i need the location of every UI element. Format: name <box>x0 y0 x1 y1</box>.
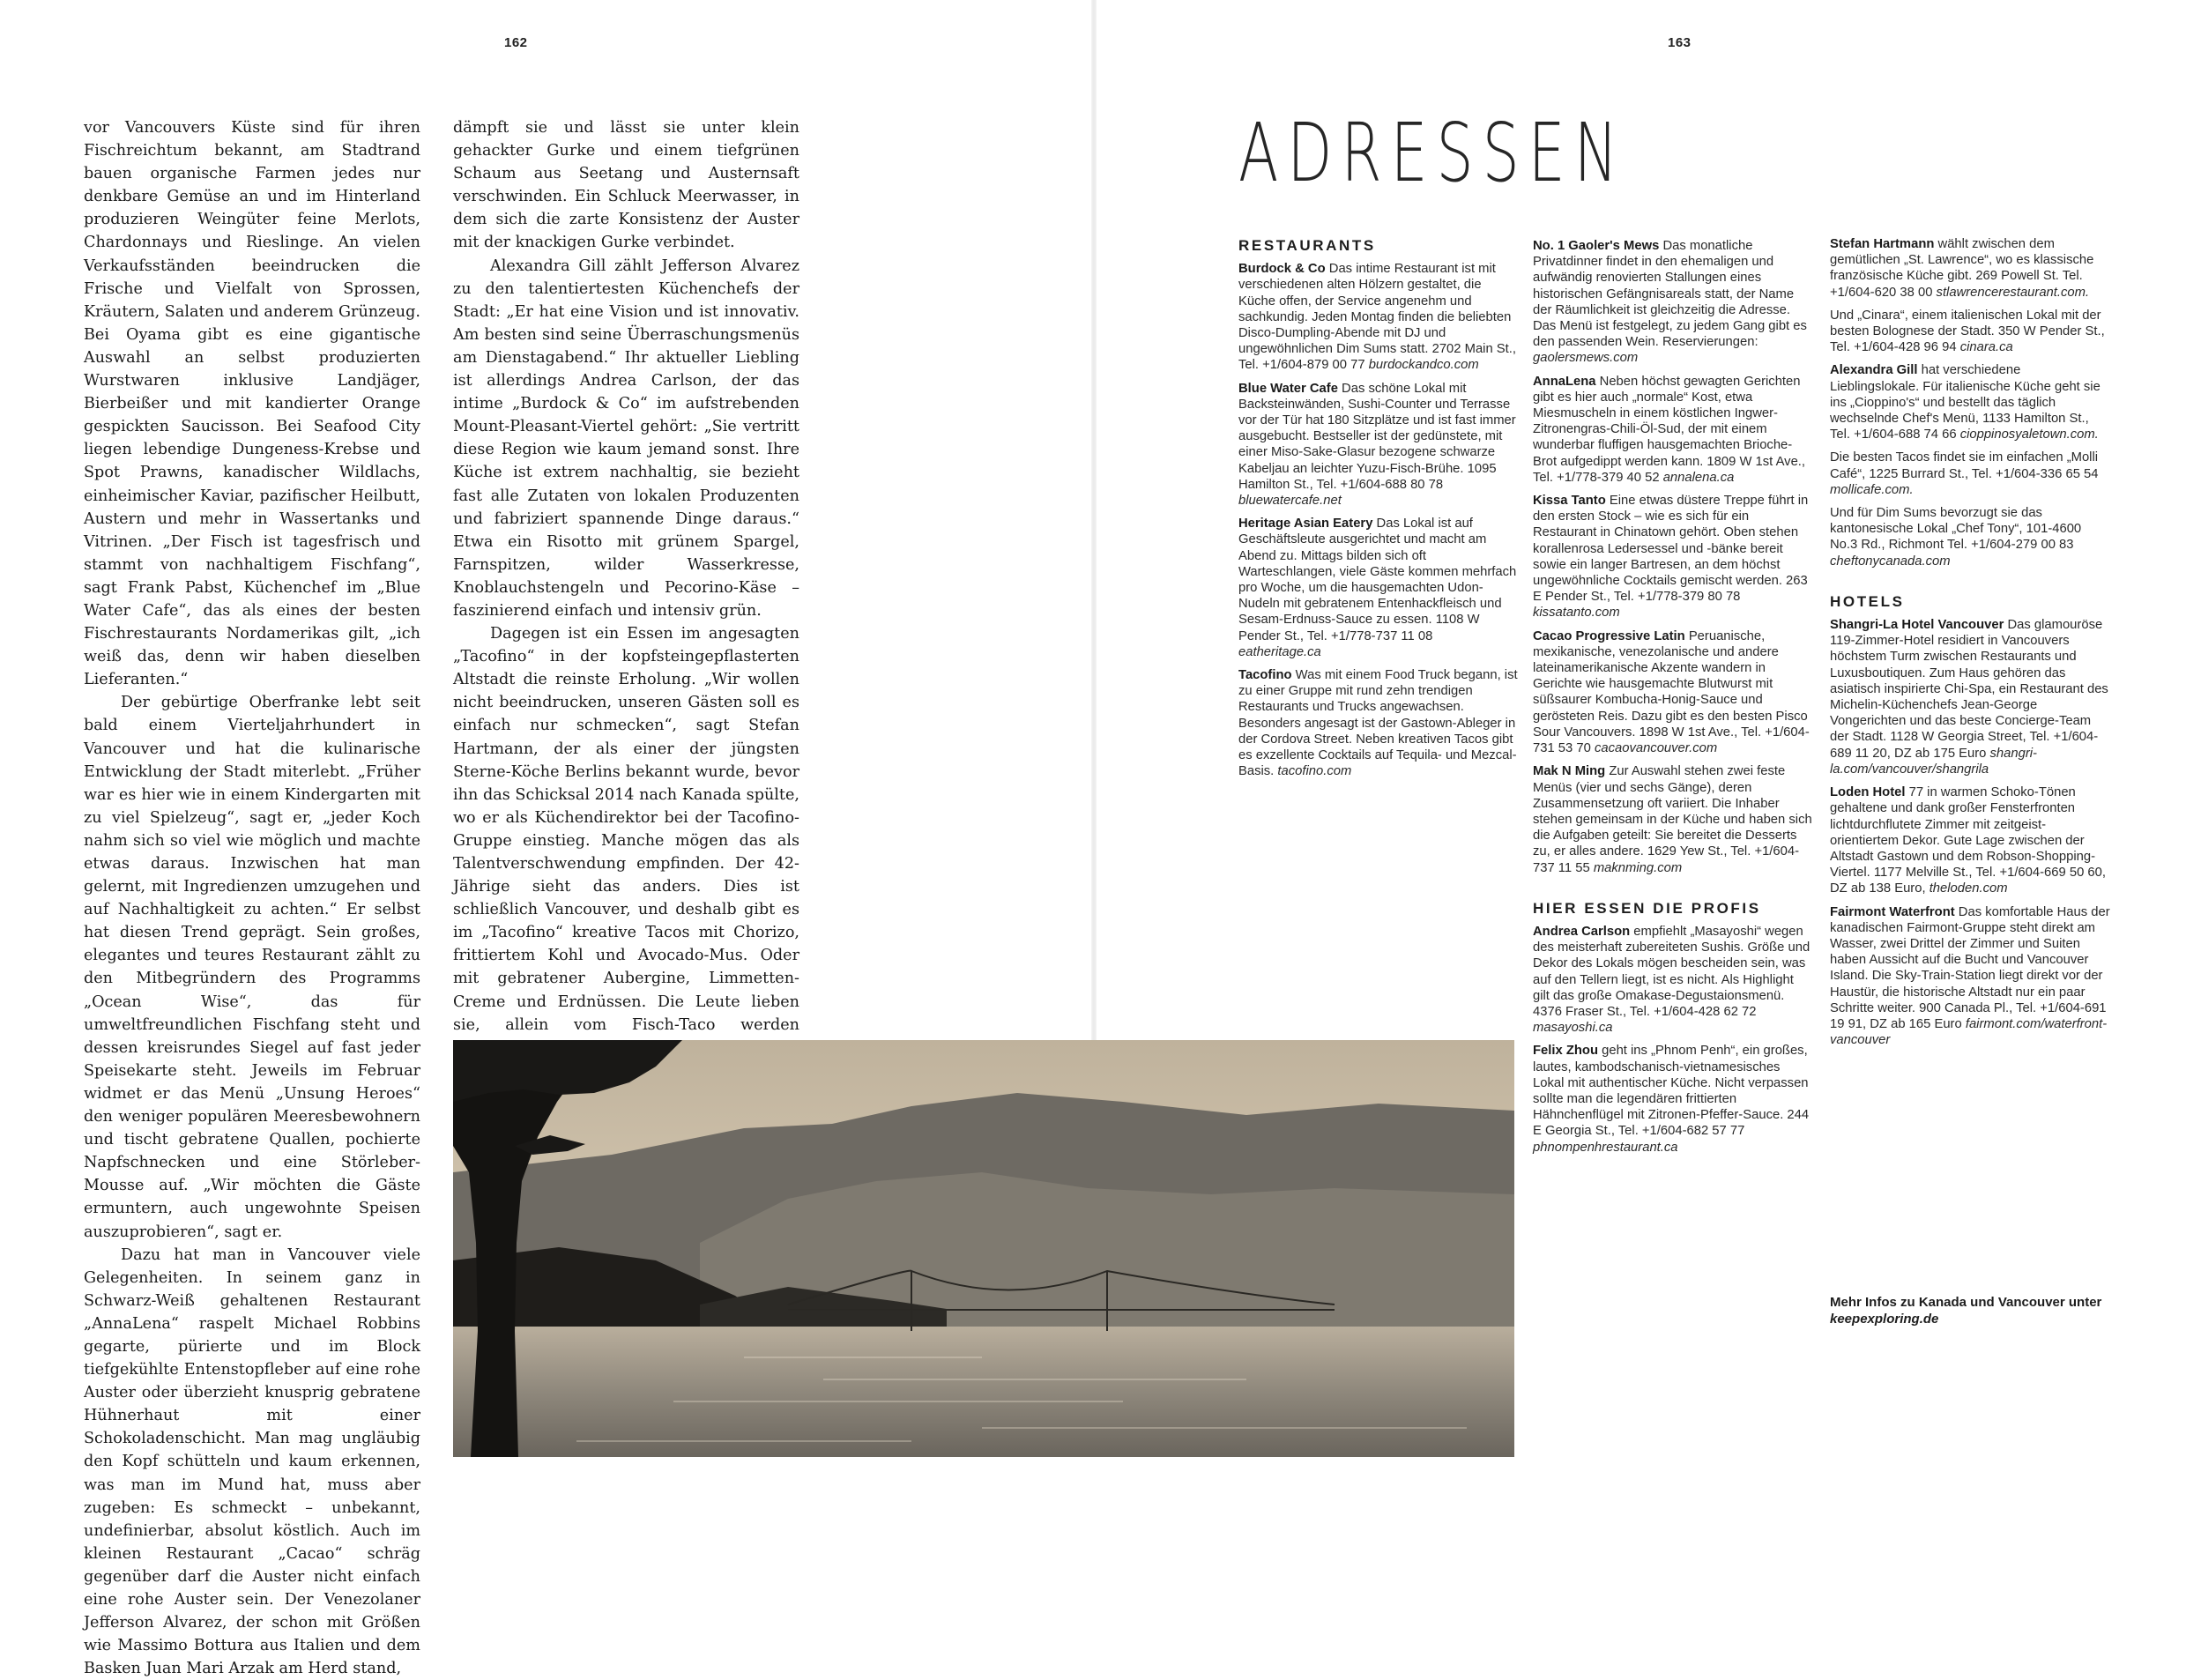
entry-url: cinara.ca <box>1959 340 2013 355</box>
address-entry <box>1238 516 1519 660</box>
entry-name: Stefan Hartmann <box>1830 237 1935 251</box>
entry-url: tacofino.com <box>1277 764 1352 779</box>
entry-name: Felix Zhou <box>1533 1044 1598 1059</box>
harbour-photo <box>453 1040 1514 1457</box>
entry-url: fairmont.com/waterfront-vancouver <box>1830 1016 2108 1048</box>
entry-url: phnompenhrestaurant.ca <box>1533 1140 1678 1155</box>
addresses-column-1 <box>1238 238 1519 787</box>
article-paragraph: dämpft sie und lässt sie unter klein gehackter Gurke und einem tiefgrünen Schaum aus Seetang und Austernsaft verschwinden. Ein Schluck Meerwasser, in dem sich die zarte Konsistenz der Auster mit der knackigen Gurke verbindet. <box>453 119 799 252</box>
article-paragraph: vor Vancouvers Küste sind für ihren Fischreichtum bekannt, am Stadtrand bauen organische Farmen jedes nur denkbare Gemüse an und im Hinterland produzieren Weingüter feine Merlots, Chardonnays und Rieslinge. An vielen Verkaufsständen beeindrucken die Frische und Vielfalt von Sprossen, Kräutern, Salaten und anderem Grünzeug. Bei Oyama gibt es eine gigantische Auswahl an selbst produzierten Wurstwaren inklusive Landjäger, Bierbeißer und mit kandierter Orange gespickten Saucisson. Bei Seafood City liegen lebendige Dungeness-Krebse und Spot Prawns, kanadischer Wildlachs, einheimischer Kaviar, pazifischer Heilbutt, Austern und mehr in Wassertanks und Vitrinen. „Der Fisch ist tagesfrisch und stammt von nachhaltigem Fischfang“, sagt Frank Pabst, Küchenchef im „Blue Water Cafe“, das als eines der besten Fischrestaurants Nordamerikas gilt, „ich weiß das, denn wir haben dieselben Lieferanten.“ <box>84 119 420 689</box>
address-entry <box>1533 628 1813 757</box>
entry-text: geht ins „Phnom Penh“, ein großes, lautes, kambodschanisch-vietnamesisches Lokal mit authentischer Küche. Nicht verpassen sollte man die legendären frittierten Hähnchenflügel mit Zitronen-Pfeffer-Sauce. 244 E Georgia St., Tel. +1/604-682 57 77 <box>1533 1044 1810 1139</box>
entry-text: Und „Cinara“, einem italienischen Lokal mit der besten Bolognese der Stadt. 350 W Pender St., Tel. +1/604-428 96 94 <box>1830 308 2105 355</box>
spacer <box>1533 883 1813 901</box>
entry-text: Das glamouröse 119-Zimmer-Hotel residiert in Vancouvers höchstem Turm zwischen Restaurants und Luxusboutiquen. Zum Haus gehören das asiatisch inspirierte Chi-Spa, ein Restaurant des Michelin-Küchenchefs Jean-George Vongerichten und das beste Concierge-Team der Stadt. 1128 W Georgia Street, Tel. +1/604-689 11 20, DZ ab 175 Euro <box>1830 618 2108 761</box>
more-info-text: Mehr Infos zu Kanada und Vancouver unter <box>1830 1295 2102 1310</box>
entry-text: Zur Auswahl stehen zwei feste Menüs (vier und sechs Gänge), deren Zusammensetzung oft variiert. Die Inhaber stehen gemeinsam in der Küche und haben sich die Aufgaben geteilt: Sie bereitet die Desserts zu, er alles andere. 1629 Yew St., Tel. +1/604-737 11 55 <box>1533 764 1812 875</box>
entry-name: Shangri-La Hotel Vancouver <box>1830 618 2004 633</box>
entry-url: stlawrencerestaurant.com. <box>1936 285 2090 300</box>
entry-text: Eine etwas düstere Treppe führt in den ersten Stock – wie es sich für ein Restaurant in Chinatown gehört. Oben stehen korallenrosa Ledersessel und -bänke bereit sowie ein langer Bartresen, an dem höchst ungewöhnliche Cocktails gemischt werden. 263 E Pender St., Tel. +1/778-379 80 78 <box>1533 494 1809 605</box>
entry-text: hat verschiedene Lieblingslokale. Für italienische Küche geht sie ins „Cioppino's“ und bestellt das täglich wechselnde Chef's Menü, 1133 Hamilton St., Tel. +1/604-688 74 66 <box>1830 363 2100 442</box>
entry-name: Mak N Ming <box>1533 764 1606 779</box>
entry-name: Loden Hotel <box>1830 785 1906 800</box>
article-paragraph: Alexandra Gill zählt Jefferson Alvarez zu den talentiertesten Küchenchefs der Stadt: „Er hat eine Vision und ist innovativ. Am besten sind seine Überraschungsmenüs am Dienstagabend.“ Ihr aktueller Liebling ist allerdings Andrea Carlson, der das intime „Burdock & Co“ im aufstrebenden Mount-Pleasant-Viertel gehört: „Sie vertritt diese Region wie kaum jemand sonst. Ihre Küche ist extrem nachhaltig, sie bezieht fast alle Zutaten von lokalen Produzenten und fabriziert spannende Dinge daraus.“ Etwa ein Risotto mit grünem Spargel, Farnspitzen, wilder Wasserkresse, Knoblauchstengeln und Pecorino-Käse – faszinierend einfach und intensiv grün. <box>453 256 799 620</box>
entry-name: Cacao Progressive Latin <box>1533 628 1685 643</box>
address-entry <box>1533 1043 1813 1155</box>
more-info-url: keepexploring.de <box>1830 1312 1939 1327</box>
entry-url: burdockandco.com <box>1368 358 1479 373</box>
address-entry <box>1238 261 1519 373</box>
article-column-1 <box>84 116 420 1680</box>
lions-gate-bridge-photo <box>453 1040 1514 1457</box>
article-paragraph: Der gebürtige Oberfranke lebt seit bald einem Vierteljahrhundert in Vancouver und hat die kulinarische Entwicklung der Stadt miterlebt. „Früher war es hier wie in einem Kindergarten mit zu viel Spielzeug“, sagt er, „jeder Koch nahm sich so viel wie möglich und machte etwas daraus. Inzwischen hat man gelernt, mit Ingredienzen umzugehen und auf Nachhaltigkeit zu achten.“ Er selbst hat diesen Trend geprägt. Sein großes, elegantes und teures Restaurant zählt zu den Mitbegründern des Programms „Ocean Wise“, das für umweltfreundlichen Fischfang steht und dessen kreisrundes Siegel auf fast jeder Speisekarte steht. Jeweils im Februar widmet er das Menü „Unsung Heroes“ den weniger populären Meeresbewohnern und tischt gebratene Quallen, pochierte Napfschnecken und eine Störleber-Mousse auf. „Wir möchten die Gäste ermuntern, auch ungewohnte Speisen auszuprobieren“, sagt er. <box>84 694 420 1241</box>
entry-url: eatheritage.ca <box>1238 644 1321 659</box>
address-entry <box>1830 617 2112 777</box>
entry-name: Burdock & Co <box>1238 262 1326 277</box>
entry-text: wählt zwischen dem gemütlichen „St. Lawrence“, wo es klassische französische Küche gibt. 269 Powell St. Tel. +1/604-620 38 00 <box>1830 237 2094 300</box>
address-entry <box>1830 236 2112 301</box>
address-entry <box>1830 450 2112 498</box>
entry-url: theloden.com <box>1929 881 2008 896</box>
entry-url: kissatanto.com <box>1533 606 1620 621</box>
entry-name: Andrea Carlson <box>1533 924 1631 939</box>
entry-url: bluewatercafe.net <box>1238 494 1342 509</box>
spacer <box>1830 576 2112 594</box>
article-paragraph-text: Dagegen ist ein Essen im angesagten „Tacofino“ in der kopfsteingepflasterten Altstadt die reinste Erholung. „Wir wollen nicht beeindrucken, unseren Gästen soll es einfach nur schmecken“, sagt Stefan Hartmann, der als einer der jüngsten Sterne-Köche Berlins bekannt wurde, bevor ihn das Schicksal 2014 nach Kanada spülte, wo er als Küchendirektor bei der Tacofino-Gruppe einstieg. Manche mögen das als Talentverschwendung empfinden. Der 42-Jährige sieht das anders. Dies ist schließlich Vancouver, und deshalb gibt es im „Tacofino“ kreative Tacos mit Chorizo, frittiertem Kohl und Avocado-Mus. Oder mit gebratener Aubergine, Limmetten-Creme und Erdnüssen. Die Leute lieben sie, allein vom Fisch-Taco werden <box>453 625 799 1034</box>
entry-text: Das intime Restaurant ist mit verschiedenen alten Hölzern gestaltet, die Küche offen, der Service angenehm und sachkundig. Jeden Montag finden die beliebten Disco-Dumpling-Abende mit DJ und ungewöhnlichen Dim Sums statt. 2702 Main St., Tel. +1/604-879 00 77 <box>1238 262 1517 373</box>
page-headline: ADRESSEN <box>1238 106 1627 200</box>
entry-text: empfiehlt „Masayoshi“ wegen des meisterhaft zubereiteten Sushis. Größe und Dekor des Lokals mögen bescheiden sein, was auf den Tellern liegt, ist es nicht. Als Highlight gilt das große Omakase-Degustaionsmenü. 4376 Fraser St., Tel. +1/604-428 62 72 <box>1533 924 1811 1019</box>
entry-name: AnnaLena <box>1533 374 1596 389</box>
entry-text: Neben höchst gewagten Gerichten gibt es hier auch „normale“ Kost, etwa Miesmuscheln in einem köstlichen Ingwer-Zitronengras-Chili-Öl-Sud, der mit einem wunderbar fluffigen hausgemachten Brioche-Brot aufgedippt werden kann. 1809 W 1st Ave., Tel. +1/778-379 40 52 <box>1533 374 1806 485</box>
page-number-right: 163 <box>1668 35 1692 50</box>
section-heading-hotels: HOTELS <box>1830 592 1905 610</box>
entry-url: maknming.com <box>1593 860 1683 875</box>
entry-url: gaolersmews.com <box>1533 351 1639 366</box>
entry-text: Das monatliche Privatdinner findet in den ehemaligen und aufwändig renovierten Stallungen eines historischen Gefängnisareals statt, der Name der Räumlichkeit ist gleichzeitig die Adresse. Das Menü ist festgelegt, zu jedem Gang gibt es den passenden Wein. Reservierungen: <box>1533 239 1807 350</box>
address-entry <box>1830 362 2112 442</box>
entry-text: Und für Dim Sums bevorzugt sie das kantonesische Lokal „Chef Tony“, 101-4600 No.3 Rd., Richmont Tel. +1/604-279 00 83 <box>1830 506 2082 553</box>
address-entry <box>1830 505 2112 569</box>
entry-text: Das komfortable Haus der kanadischen Fairmont-Gruppe steht direkt am Wasser, zwei Drittel der Zimmer und Suiten haben Aussicht auf die Bucht und Vancouver Island. Die Sky-Train-Station liegt direkt vor der Haustür, die historische Altstadt nur ein paar Schritte weiter. 900 Canada Pl., Tel. +1/604-691 19 91, DZ ab 165 Euro <box>1830 904 2110 1031</box>
address-entry <box>1238 667 1519 779</box>
address-entry <box>1533 493 1813 621</box>
address-entry <box>1533 238 1813 367</box>
address-entry <box>1830 904 2112 1049</box>
entry-name: Fairmont Waterfront <box>1830 904 1955 919</box>
entry-name: Tacofino <box>1238 668 1292 683</box>
article-column-2 <box>453 116 799 1128</box>
entry-text: Peruanische, mexikanische, venezolanische und andere lateinamerikanische Akzente wandern in Gerichte wie hausgemachte Blutwurst mit süßsaurer Kombucha-Honig-Sauce und gerösteten Reis. Dazu gibt es den besten Pisco Sour Vancouvers. 1898 W 1st Ave., Tel. +1/604-731 53 70 <box>1533 628 1810 756</box>
section-heading-restaurants: RESTAURANTS <box>1238 237 1376 254</box>
entry-name: No. 1 Gaoler's Mews <box>1533 239 1660 253</box>
address-entry <box>1830 308 2112 356</box>
section-heading-profis: HIER ESSEN DIE PROFIS <box>1533 899 1761 917</box>
entry-text: 77 in warmen Schoko-Tönen gehaltene und dank großer Fensterfronten lichtdurchflutete Zimmer mit zeitgeist-orientiertem Dekor. Gute Lage zwischen der Altstadt Gastown und dem Robson-Shopping-Viertel. 1177 Melville St., Tel. +1/604-669 50 60, DZ ab 138 Euro, <box>1830 785 2106 896</box>
entry-url: masayoshi.ca <box>1533 1021 1613 1036</box>
entry-url: cioppinosyaletown.com. <box>1959 427 2099 442</box>
address-entry <box>1238 381 1519 509</box>
entry-name: Alexandra Gill <box>1830 363 1918 378</box>
entry-url: mollicafe.com. <box>1830 482 1914 497</box>
entry-text: Das Lokal ist auf Geschäftsleute ausgerichtet und macht am Abend zu. Mittags bilden sich oft Warteschlangen, viele Gäste kommen mehrfach pro Woche, um die hausgemachten Udon-Nudeln mit gebratenem Entenhackfleisch und Sesam-Erdnuss-Sauce zu essen. 1108 W Pender St., Tel. +1/778-737 11 08 <box>1238 517 1517 643</box>
address-entry <box>1533 924 1813 1036</box>
addresses-column-2 <box>1533 238 1813 1163</box>
entry-url: cheftonycanada.com <box>1830 554 1951 569</box>
entry-text: Das schöne Lokal mit Backsteinwänden, Sushi-Counter und Terrasse vor der Tür hat 180 Sitzplätze und ist fast immer ausgebucht. Bestseller ist der gedünstete, mit einer Miso-Sake-Glasur bezogene schwarze Kabeljau an leichter Yuzu-Fisch-Brühe. 1095 Hamilton St., Tel. +1/604-688 80 78 <box>1238 381 1516 492</box>
entry-name: Blue Water Cafe <box>1238 381 1338 396</box>
entry-name: Heritage Asian Eatery <box>1238 517 1373 532</box>
address-entry <box>1533 763 1813 875</box>
entry-text: Was mit einem Food Truck begann, ist zu einer Gruppe mit rund zehn trendigen Restaurants und Trucks angewachsen. Besonders angesagt ist der Gastown-Ableger in der Cordova Street. Neben kreativen Tacos gibt es exzellente Cocktails auf Tequila- und Mezcal-Basis. <box>1238 668 1518 779</box>
more-info-note <box>1830 1294 2121 1327</box>
addresses-column-3 <box>1830 236 2112 1055</box>
entry-name: Kissa Tanto <box>1533 494 1606 509</box>
entry-url: cacaovancouver.com <box>1594 741 1718 756</box>
address-entry <box>1830 784 2112 896</box>
entry-text: Die besten Tacos findet sie im einfachen „Molli Café“, 1225 Burrard St., Tel. +1/604-336 65 54 <box>1830 450 2099 481</box>
page-number-left: 162 <box>504 35 528 50</box>
article-paragraph: Dazu hat man in Vancouver viele Gelegenheiten. In seinem ganz in Schwarz-Weiß gehaltenen Restaurant „AnnaLena“ raspelt Michael Robbins gegarte, pürierte und im Block tiefgekühlte Entenstopfleber auf eine rohe Auster oder überzieht knusprig gebratene Hühnerhaut mit einer Schokoladenschicht. Man mag ungläubig den Kopf schütteln und kaum erkennen, was man im Mund hat, muss aber zugeben: Es schmeckt – unbekannt, undefinierbar, absolut köstlich. Auch im kleinen Restaurant „Cacao“ schräg gegenüber darf die Auster nicht einfach eine rohe Auster sein. Der Venezolaner Jefferson Alvarez, der schon mit Größen wie Massimo Bottura aus Italien und dem Basken Juan Mari Arzak am Herd stand, <box>84 1245 420 1678</box>
address-entry <box>1533 374 1813 486</box>
entry-url: shangri-la.com/vancouver/shangrila <box>1830 746 2037 777</box>
entry-url: annalena.ca <box>1662 470 1735 485</box>
